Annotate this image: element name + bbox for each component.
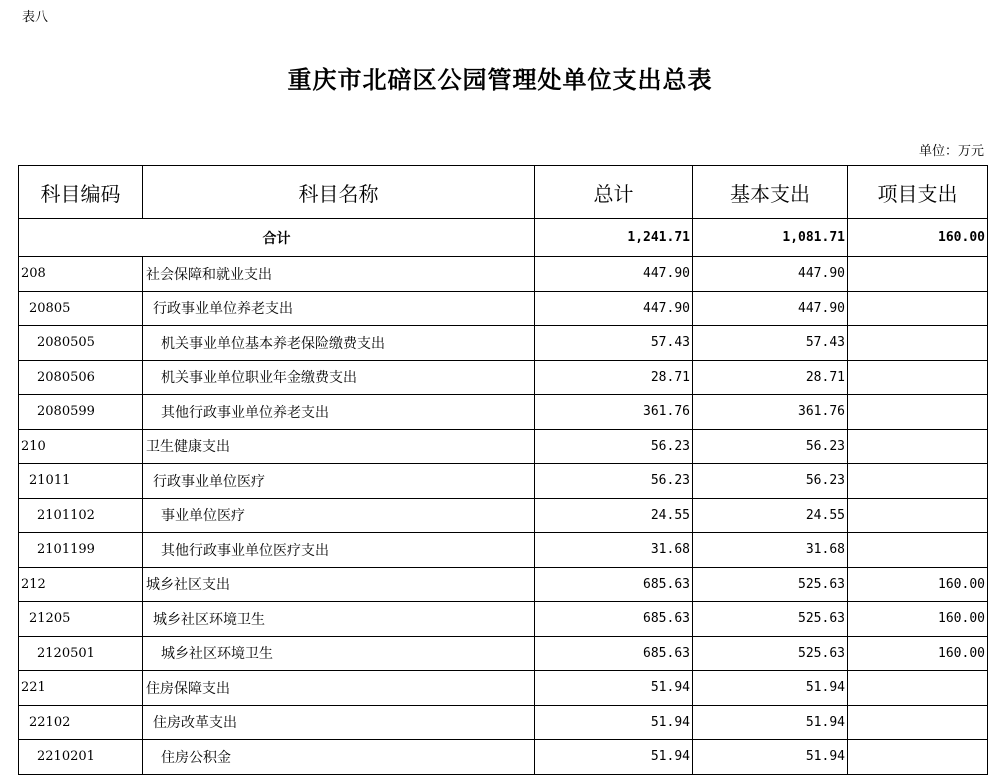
header-project: 项目支出 <box>848 166 988 219</box>
row-project <box>848 326 988 361</box>
row-basic: 56.23 <box>693 429 848 464</box>
row-project <box>848 533 988 568</box>
row-total: 685.63 <box>535 602 693 637</box>
row-total: 685.63 <box>535 567 693 602</box>
row-name: 行政事业单位养老支出 <box>143 291 535 326</box>
row-name: 城乡社区环境卫生 <box>143 602 535 637</box>
row-basic: 28.71 <box>693 360 848 395</box>
table-row <box>19 636 988 671</box>
row-total: 685.63 <box>535 636 693 671</box>
row-project: 160.00 <box>848 602 988 637</box>
row-name: 机关事业单位职业年金缴费支出 <box>143 360 535 395</box>
expenditure-table <box>18 165 988 775</box>
total-project: 160.00 <box>848 219 988 257</box>
row-project <box>848 671 988 706</box>
row-name: 住房公积金 <box>143 740 535 775</box>
row-name: 城乡社区支出 <box>143 567 535 602</box>
row-code: 2101199 <box>19 533 143 568</box>
row-project <box>848 429 988 464</box>
row-name: 社会保障和就业支出 <box>143 257 535 292</box>
row-project <box>848 395 988 430</box>
table-row <box>19 395 988 430</box>
row-name: 城乡社区环境卫生 <box>143 636 535 671</box>
header-basic: 基本支出 <box>693 166 848 219</box>
row-code: 21011 <box>19 464 143 499</box>
table-row <box>19 464 988 499</box>
table-row <box>19 671 988 706</box>
row-project <box>848 498 988 533</box>
row-project <box>848 464 988 499</box>
total-row <box>19 219 988 257</box>
row-total: 361.76 <box>535 395 693 430</box>
unit-label: 单位：万元 <box>918 144 984 159</box>
row-code: 2120501 <box>19 636 143 671</box>
table-row <box>19 498 988 533</box>
row-basic: 24.55 <box>693 498 848 533</box>
row-total: 24.55 <box>535 498 693 533</box>
table-row <box>19 602 988 637</box>
row-project <box>848 257 988 292</box>
row-code: 22102 <box>19 705 143 740</box>
row-basic: 51.94 <box>693 740 848 775</box>
row-project: 160.00 <box>848 567 988 602</box>
row-basic: 57.43 <box>693 326 848 361</box>
row-name: 其他行政事业单位养老支出 <box>143 395 535 430</box>
row-code: 2101102 <box>19 498 143 533</box>
row-code: 212 <box>19 567 143 602</box>
row-total: 56.23 <box>535 429 693 464</box>
row-total: 51.94 <box>535 705 693 740</box>
table-row <box>19 533 988 568</box>
row-basic: 525.63 <box>693 636 848 671</box>
row-code: 2210201 <box>19 740 143 775</box>
header-code: 科目编码 <box>19 166 143 219</box>
row-basic: 447.90 <box>693 291 848 326</box>
row-project <box>848 291 988 326</box>
header-row <box>19 166 988 219</box>
table-row <box>19 740 988 775</box>
total-sum: 1,241.71 <box>535 219 693 257</box>
row-project <box>848 740 988 775</box>
row-name: 住房改革支出 <box>143 705 535 740</box>
table-row <box>19 567 988 602</box>
row-total: 57.43 <box>535 326 693 361</box>
row-basic: 525.63 <box>693 567 848 602</box>
header-total: 总计 <box>535 166 693 219</box>
table-row <box>19 429 988 464</box>
row-code: 20805 <box>19 291 143 326</box>
row-project <box>848 360 988 395</box>
row-total: 447.90 <box>535 257 693 292</box>
row-total: 51.94 <box>535 671 693 706</box>
row-name: 事业单位医疗 <box>143 498 535 533</box>
row-name: 其他行政事业单位医疗支出 <box>143 533 535 568</box>
row-basic: 56.23 <box>693 464 848 499</box>
row-project: 160.00 <box>848 636 988 671</box>
table-number: 表八 <box>22 10 49 25</box>
table-row <box>19 326 988 361</box>
row-total: 51.94 <box>535 740 693 775</box>
row-code: 2080506 <box>19 360 143 395</box>
row-total: 447.90 <box>535 291 693 326</box>
row-name: 行政事业单位医疗 <box>143 464 535 499</box>
header-name: 科目名称 <box>143 166 535 219</box>
row-code: 2080599 <box>19 395 143 430</box>
row-code: 208 <box>19 257 143 292</box>
table-row <box>19 360 988 395</box>
row-total: 28.71 <box>535 360 693 395</box>
row-basic: 525.63 <box>693 602 848 637</box>
total-label: 合计 <box>19 219 535 257</box>
row-name: 住房保障支出 <box>143 671 535 706</box>
row-total: 56.23 <box>535 464 693 499</box>
row-project <box>848 705 988 740</box>
row-basic: 51.94 <box>693 671 848 706</box>
row-code: 210 <box>19 429 143 464</box>
row-basic: 361.76 <box>693 395 848 430</box>
row-total: 31.68 <box>535 533 693 568</box>
row-code: 21205 <box>19 602 143 637</box>
row-code: 221 <box>19 671 143 706</box>
row-basic: 447.90 <box>693 257 848 292</box>
page-title: 重庆市北碚区公园管理处单位支出总表 <box>287 66 713 94</box>
table-row <box>19 705 988 740</box>
row-code: 2080505 <box>19 326 143 361</box>
table-row <box>19 257 988 292</box>
row-basic: 31.68 <box>693 533 848 568</box>
row-name: 卫生健康支出 <box>143 429 535 464</box>
table-row <box>19 291 988 326</box>
row-name: 机关事业单位基本养老保险缴费支出 <box>143 326 535 361</box>
total-basic: 1,081.71 <box>693 219 848 257</box>
row-basic: 51.94 <box>693 705 848 740</box>
